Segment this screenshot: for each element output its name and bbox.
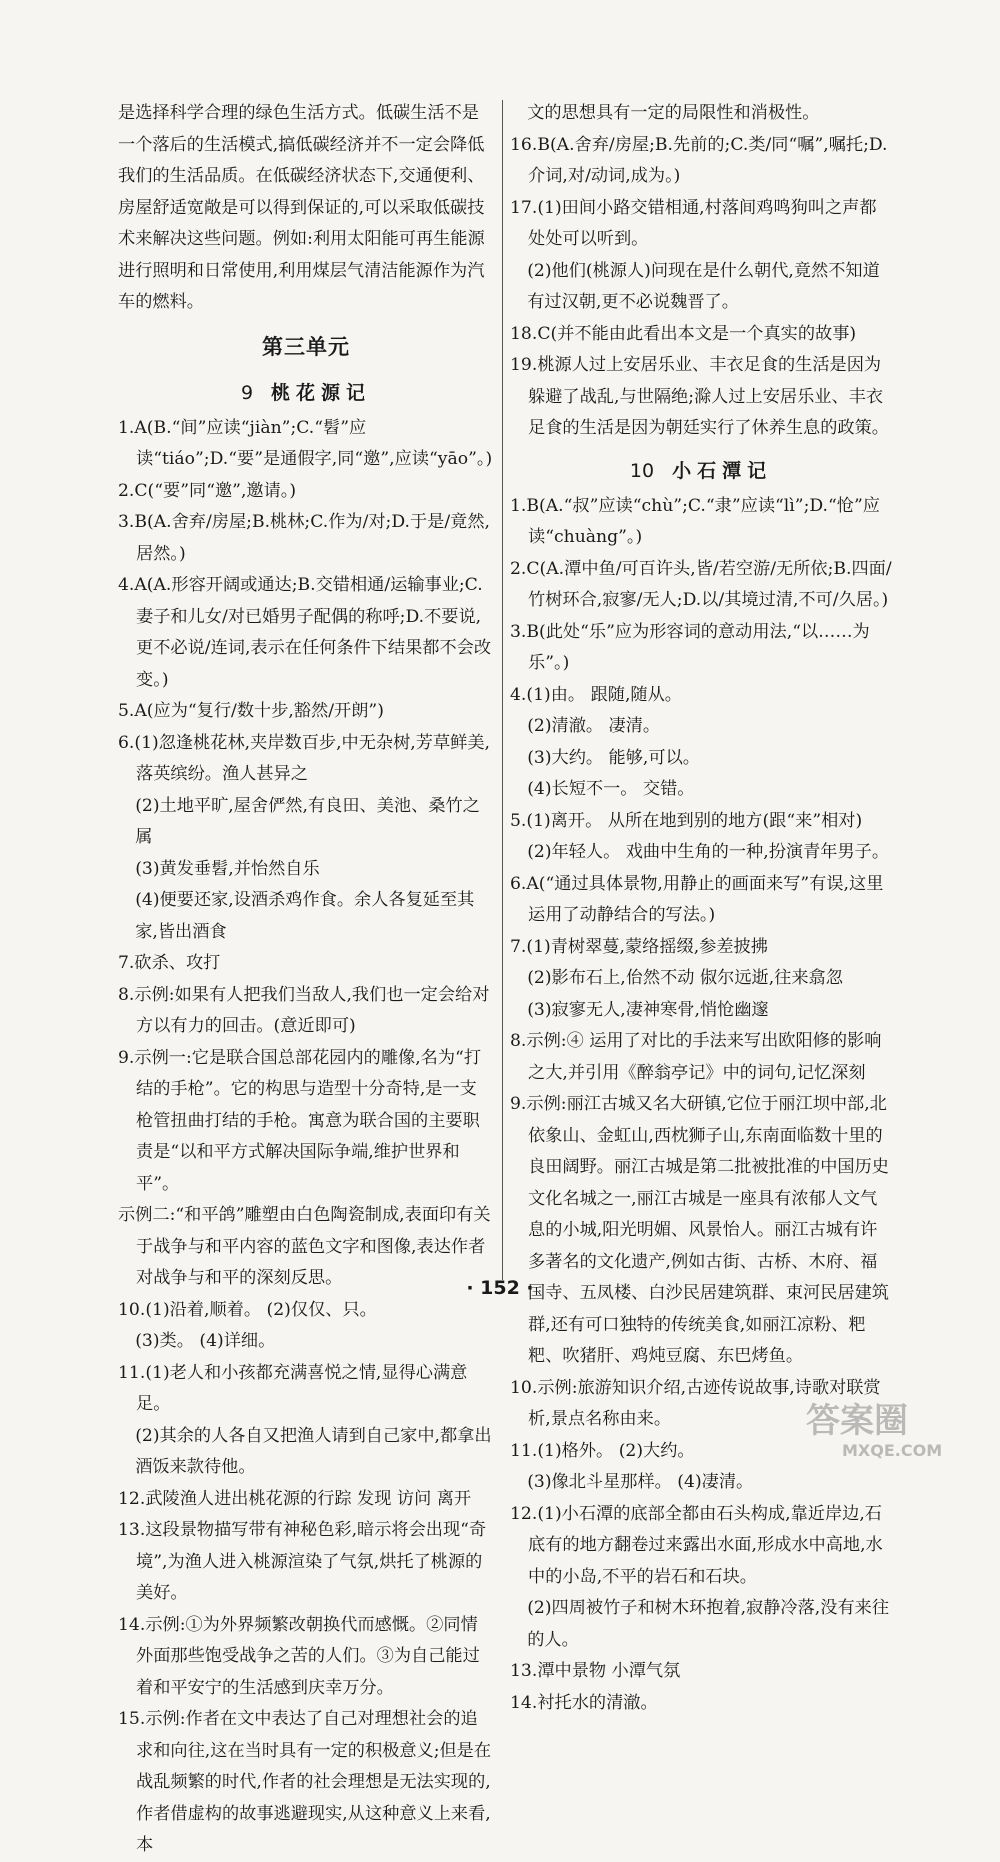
answer-item: 17.(1)田间小路交错相通,村落间鸡鸣狗叫之声都处处可以听到。 [510, 197, 877, 249]
column-divider [502, 100, 503, 1280]
answer-subitem: (4)便要还家,设酒杀鸡作食。余人各复延至其家,皆出酒食 [135, 890, 475, 942]
answer-item: 8.示例:如果有人把我们当敌人,我们也一定会给对方以有力的回击。(意近即可) [118, 984, 490, 1036]
answer-item: 14.衬托水的清澈。 [510, 1692, 658, 1713]
right-column [510, 98, 892, 1719]
answer-list [510, 491, 892, 1720]
page-number: · 152 · [466, 1277, 534, 1299]
answer-item: 13.这段景物描写带有神秘色彩,暗示将会出现“奇境”,为渔人进入桃源渲染了气氛,烘托了桃源的美好。 [118, 1520, 487, 1603]
answer-item: 1.A(B.“间”应读“jiàn”;C.“髫”应读“tiáo”;D.“要”是通假字,同“邀”,应读“yāo”。) [118, 417, 493, 469]
answer-subitem: (2)年轻人。 戏曲中生角的一种,扮演青年男子。 [527, 842, 890, 862]
continued-answers [510, 98, 892, 445]
answer-item: 13.潭中景物 小潭气氛 [510, 1661, 681, 1681]
answer-item: 10.示例:旅游知识介绍,古迹传说故事,诗歌对联赏析,景点名称由来。 [510, 1377, 881, 1429]
text-line: 术来解决这些问题。例如:利用太阳能可再生能源 [118, 229, 485, 249]
answer-item: 14.示例:①为外界频繁改朝换代而感慨。②同情外面那些饱受战争之苦的人们。③为自己能过着和平安宁的生活感到庆幸万分。 [118, 1614, 480, 1698]
answer-subitem: (2)四周被竹子和树木环抱着,寂静冷落,没有来往的人。 [527, 1598, 890, 1650]
answer-subitem: (3)大约。 能够,可以。 [527, 747, 700, 768]
intro-paragraph [118, 98, 494, 319]
answer-item: 10.(1)沿着,顺着。 (2)仅仅、只。 [118, 1299, 377, 1320]
answer-item: 3.B(A.舍弃/房屋;B.桃林;C.作为/对;D.于是/竟然,居然。) [118, 512, 490, 564]
answer-subitem: (3)像北斗星那样。 (4)凄清。 [527, 1472, 754, 1492]
answer-item: 12.(1)小石潭的底部全都由石头构成,靠近岸边,石底有的地方翻卷过来露出水面,形成水中高地,水中的小岛,不平的岩石和石块。 [510, 1503, 883, 1587]
answer-subitem: (4)长短不一。 交错。 [527, 779, 695, 799]
lesson-number: 10 [629, 459, 655, 482]
text-line: 进行照明和日常使用,利用煤层气清洁能源作为汽 [118, 260, 485, 281]
answer-item: 15.示例:作者在文中表达了自己对理想社会的追求和向往,这在当时具有一定的积极意义;但是在战乱频繁的时代,作者的社会理想是无法实现的,作者借虚构的故事逃避现实,从这种意义上来看,本 [118, 1709, 492, 1855]
watermark-url: MXQE.COM [842, 1441, 943, 1460]
answer-item: 1.B(A.“叔”应读“chù”;C.“隶”应读“lì”;D.“怆”应读“chuàng”。) [510, 495, 880, 547]
answer-subitem: (2)他们(桃源人)问现在是什么朝代,竟然不知道有过汉朝,更不必说魏晋了。 [527, 260, 880, 312]
left-column [118, 98, 494, 1862]
lesson-name: 小石潭记 [672, 459, 773, 482]
answer-subitem: (3)黄发垂髫,并怡然自乐 [135, 858, 320, 879]
answer-item: 9.示例:丽江古城又名大研镇,它位于丽江坝中部,北依象山、金虹山,西枕狮子山,东南面临数十里的良田阔野。丽江古城是第二批被批准的中国历史文化名城之一,丽江古城是一座具有浓郁人文气息的小城,阳光明媚、风景怡人。丽江古城有许多著名的文化遗产,例如古街、古桥、木府、福国寺、五凤楼、白沙民居建筑群、束河民居建筑群,还有可口独特的传统美食,如丽江凉粉、粑粑、吹猪肝、鸡炖豆腐、东巴烤鱼。 [510, 1094, 889, 1366]
text-line: 是选择科学合理的绿色生活方式。低碳生活不是 [118, 103, 479, 123]
lesson-title [510, 451, 892, 491]
answer-item: 12.武陵渔人进出桃花源的行踪 发现 访问 离开 [118, 1488, 472, 1509]
text-line: 我们的生活品质。在低碳经济状态下,交通便利、 [118, 166, 485, 186]
watermark-text: 答案圈 [806, 1401, 908, 1441]
answer-subitem: (3)类。 (4)详细。 [135, 1331, 276, 1351]
answer-subitem: (3)寂寥无人,凄神寒骨,悄怆幽邃 [527, 999, 769, 1020]
watermark-logo [802, 1392, 977, 1460]
answer-item: 18.C(并不能由此看出本文是一个真实的故事) [510, 323, 857, 344]
answer-item: 11.(1)格外。 (2)大约。 [510, 1440, 695, 1461]
answer-item: 5.(1)离开。 从所在地到别的地方(跟“来”相对) [510, 810, 863, 831]
answer-subitem: (2)清澈。 凄清。 [527, 716, 661, 736]
answer-item: 8.示例:④ 运用了对比的手法来写出欧阳修的影响之大,并引用《醉翁亭记》中的词句,记忆深刻 [510, 1031, 882, 1083]
answer-item: 2.C(A.潭中鱼/可百许头,皆/若空游/无所依;B.四面/竹树环合,寂寥/无人;D.以/其境过清,不可/久居。) [510, 558, 892, 610]
answer-item: 3.B(此处“乐”应为形容词的意动用法,“以……为乐”。) [510, 621, 870, 673]
answer-item: 示例二:“和平鸽”雕塑由白色陶瓷制成,表面印有关于战争与和平内容的蓝色文字和图像,表达作者对战争与和平的深刻反思。 [118, 1205, 491, 1288]
answer-item: 2.C(“要”同“邀”,邀请。) [118, 480, 297, 501]
text-line: 一个落后的生活模式,搞低碳经济并不一定会降低 [118, 134, 485, 155]
answer-item: 4.A(A.形容开阔或通达;B.交错相通/运输事业;C.妻子和儿女/对已婚男子配偶的称呼;D.不要说,更不必说/连词,表示在任何条件下结果都不会改变。) [118, 575, 492, 690]
answer-item: 7.(1)青树翠蔓,蒙络摇缀,参差披拂 [510, 936, 768, 957]
answer-item: 6.A(“通过具体景物,用静止的画面来写”有误,这里运用了动静结合的写法。) [510, 873, 884, 925]
unit-title: 第三单元 [262, 334, 350, 359]
answer-item: 7.砍杀、攻打 [118, 953, 221, 973]
answer-subitem: (2)其余的人各自又把渔人请到自己家中,都拿出酒饭来款待他。 [135, 1425, 492, 1477]
answer-item: 4.(1)由。 跟随,随从。 [510, 684, 682, 705]
answer-subitem: (2)土地平旷,屋舍俨然,有良田、美池、桑竹之属 [135, 795, 480, 847]
text-line: 文的思想具有一定的局限性和消极性。 [527, 103, 820, 123]
answer-item: 9.示例一:它是联合国总部花园内的雕像,名为“打结的手枪”。它的构思与造型十分奇特,是一支枪管扭曲打结的手枪。寓意为联合国的主要职责是“以和平方式解决国际争端,维护世界和平”。 [118, 1047, 482, 1194]
answer-subitem: (2)影布石上,佁然不动 俶尔远逝,往来翕忽 [527, 968, 843, 988]
answer-item: 5.A(应为“复行/数十步,豁然/开朗”) [118, 701, 384, 721]
lesson-name: 桃花源记 [271, 381, 372, 404]
answer-item: 16.B(A.舍弃/房屋;B.先前的;C.类/同“嘱”,嘱托;D.介词,对/动词,成为。) [510, 134, 888, 186]
answer-item: 6.(1)忽逢桃花林,夹岸数百步,中无杂树,芳草鲜美,落英缤纷。渔人甚异之 [118, 732, 490, 784]
answer-item: 11.(1)老人和小孩都充满喜悦之情,显得心满意足。 [118, 1362, 468, 1414]
lesson-title [118, 373, 494, 413]
text-line: 车的燃料。 [118, 292, 204, 312]
answer-item: 19.桃源人过上安居乐业、丰衣足食的生活是因为躲避了战乱,与世隔绝;滁人过上安居乐业、丰衣足食的生活是因为朝廷实行了休养生息的政策。 [510, 355, 889, 438]
lesson-number: 9 [240, 381, 254, 404]
answer-list [118, 413, 494, 1862]
text-line: 房屋舒适宽敞是可以得到保证的,可以采取低碳技 [118, 197, 485, 218]
